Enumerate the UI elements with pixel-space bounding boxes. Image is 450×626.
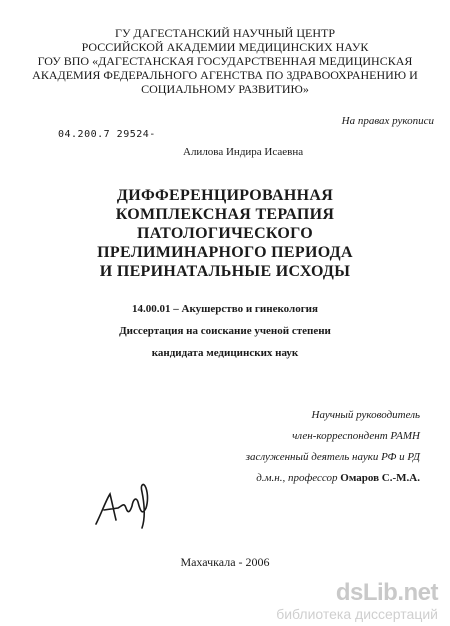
supervisor-block [0,405,420,489]
supervisor-line-1: Научный руководитель [311,409,420,421]
institution-line-3: ГОУ ВПО «ДАГЕСТАНСКАЯ ГОСУДАРСТВЕННАЯ МЕДИЦИНСКАЯ [37,54,413,68]
title-line-4: ПРЕЛИМИНАРНОГО ПЕРИОДА [97,244,353,261]
author-name: Алилова Индира Исаевна [183,146,304,158]
institution-line-1: ГУ ДАГЕСТАНСКИЙ НАУЧНЫЙ ЦЕНТР [115,26,335,40]
watermark-subtitle: библиотека диссертаций [276,606,438,622]
supervisor-line-4 [0,468,420,489]
title-line-2: КОМПЛЕКСНАЯ ТЕРАПИЯ [115,206,335,223]
city-year: Махачкала - 2006 [180,555,270,569]
title-line-3: ПАТОЛОГИЧЕСКОГО [136,225,314,242]
specialty-code: 14.00.01 – Акушерство и гинекология [132,303,318,315]
title-line-5: И ПЕРИНАТАЛЬНЫЕ ИСХОДЫ [99,263,351,280]
supervisor-degree: д.м.н., профессор [256,472,338,484]
dissertation-title [0,186,450,281]
degree-line-2: кандидата медицинских наук [151,347,299,359]
institution-header [0,26,450,96]
institution-line-2: РОССИЙСКОЙ АКАДЕМИИ МЕДИЦИНСКИХ НАУК [81,40,369,54]
supervisor-line-3: заслуженный деятель науки РФ и РД [245,451,420,463]
degree-line-1: Диссертация на соискание ученой степени [119,325,331,337]
supervisor-line-2: член-корреспондент РАМН [292,430,420,442]
dslib-watermark [276,580,438,622]
registration-number: 04.200.7 29524- [58,129,156,140]
supervisor-name: Омаров С.-М.А. [340,472,420,484]
handwritten-signature [92,472,162,532]
specialty-block [0,298,450,364]
title-line-1: ДИФФЕРЕНЦИРОВАННАЯ [116,187,334,204]
institution-line-4: АКАДЕМИЯ ФЕДЕРАЛЬНОГО АГЕНСТВА ПО ЗДРАВООХРАНЕНИЮ И [32,68,418,82]
watermark-logo: dsLib.net [335,579,438,606]
manuscript-rights-note: На правах рукописи [341,115,434,127]
institution-line-5: СОЦИАЛЬНОМУ РАЗВИТИЮ» [141,82,309,96]
